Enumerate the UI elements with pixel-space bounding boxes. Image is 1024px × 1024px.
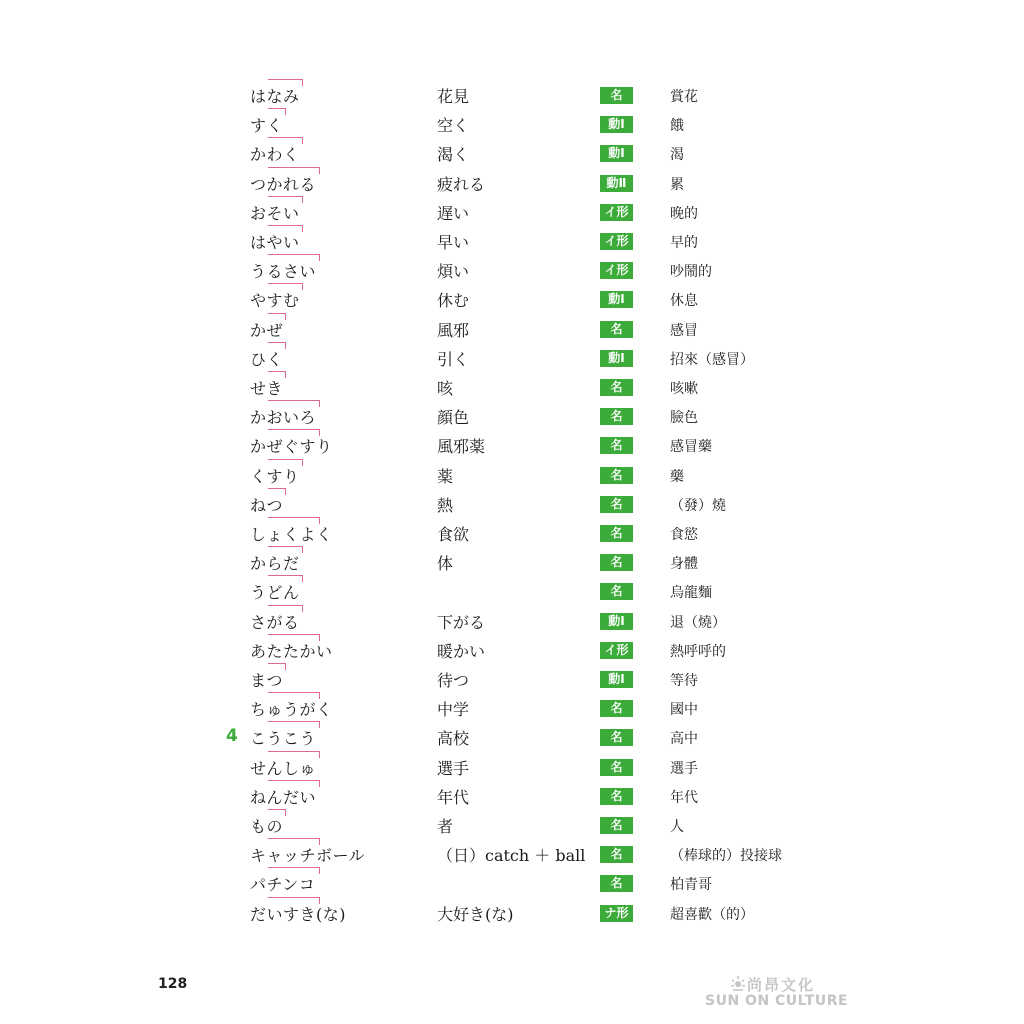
vocab-kana: はなみ — [250, 87, 300, 106]
vocab-row — [0, 783, 1024, 812]
vocab-meaning: 選手 — [670, 760, 698, 777]
vocab-kana: うどん — [250, 583, 300, 603]
vocab-row — [0, 608, 1024, 637]
vocab-kana: さがる — [250, 612, 300, 632]
vocab-kana: やすむ — [250, 291, 300, 311]
vocab-meaning: 感冒藥 — [670, 439, 712, 456]
vocab-kanji: 早い — [437, 233, 470, 252]
vocab-kanji: 中学 — [437, 700, 470, 720]
vocab-kanji: 咳 — [437, 379, 454, 398]
publisher-name-en: SUN ON CULTURE — [705, 993, 849, 1009]
vocab-row — [0, 900, 1024, 929]
part-of-speech-badge: 名 — [600, 408, 633, 425]
vocab-kanji: 煩い — [437, 262, 470, 282]
vocab-row — [0, 286, 1024, 315]
vocab-row — [0, 111, 1024, 140]
vocab-row — [0, 228, 1024, 257]
vocab-kanji: 空く — [437, 116, 470, 136]
vocab-kana: ねつ — [250, 495, 284, 515]
vocab-row — [0, 345, 1024, 374]
vocab-row — [0, 316, 1024, 345]
vocab-meaning: 餓 — [670, 118, 684, 135]
part-of-speech-badge: 名 — [600, 467, 633, 484]
part-of-speech-badge: 名 — [600, 554, 633, 571]
vocab-kanji: 休む — [437, 291, 470, 311]
vocab-meaning: 藥 — [670, 468, 684, 485]
vocab-meaning: 熱呼呼的 — [670, 643, 726, 660]
vocab-kana: かぜ — [250, 320, 284, 340]
vocab-kana: はやい — [250, 233, 300, 252]
vocab-row — [0, 695, 1024, 724]
vocab-meaning: 累 — [670, 176, 684, 193]
vocab-kana: だいすき(な) — [250, 904, 346, 924]
vocab-meaning: 晚的 — [670, 205, 698, 222]
part-of-speech-badge: 動Ⅰ — [600, 145, 633, 162]
vocab-meaning: 食慾 — [670, 527, 698, 543]
vocab-kana: かぜぐすり — [250, 437, 333, 457]
vocab-meaning: 等待 — [670, 673, 698, 689]
part-of-speech-badge: イ形 — [600, 233, 633, 250]
vocab-kana: せき — [250, 379, 284, 398]
vocab-meaning: 吵鬧的 — [670, 264, 712, 281]
vocab-row — [0, 257, 1024, 286]
vocab-row — [0, 870, 1024, 899]
vocab-meaning: （發）燒 — [670, 497, 726, 514]
vocab-kana: うるさい — [250, 262, 317, 282]
vocab-kanji: 風邪薬 — [437, 437, 486, 457]
vocab-kana: しょくよく — [250, 525, 333, 544]
vocab-kana: おそい — [250, 203, 300, 223]
vocab-meaning: 退（燒） — [670, 614, 726, 631]
vocab-kana: くすり — [250, 466, 300, 486]
vocab-row — [0, 462, 1024, 491]
vocab-row — [0, 403, 1024, 432]
vocab-meaning: 渴 — [670, 147, 684, 164]
part-of-speech-badge: 名 — [600, 875, 633, 892]
vocab-kana: もの — [250, 817, 284, 836]
part-of-speech-badge: 動Ⅱ — [600, 175, 633, 192]
vocab-kana: ちゅうがく — [250, 700, 333, 720]
publisher-name-cn: 尚昂文化 — [747, 976, 816, 994]
vocab-kana: かおいろ — [250, 408, 317, 428]
part-of-speech-badge: 名 — [600, 87, 633, 104]
part-of-speech-badge: イ形 — [600, 262, 633, 279]
vocab-meaning: 休息 — [670, 293, 698, 310]
part-of-speech-badge: 名 — [600, 379, 633, 396]
vocab-row — [0, 374, 1024, 403]
part-of-speech-badge: 名 — [600, 525, 633, 542]
vocab-kanji: 食欲 — [437, 525, 470, 544]
vocab-meaning: 咳嗽 — [670, 381, 698, 397]
vocab-kanji: 暖かい — [437, 641, 486, 661]
part-of-speech-badge: 名 — [600, 817, 633, 834]
vocab-meaning: 高中 — [670, 731, 698, 748]
part-of-speech-badge: 名 — [600, 846, 633, 863]
part-of-speech-badge: 名 — [600, 788, 633, 805]
part-of-speech-badge: 名 — [600, 437, 633, 454]
vocab-meaning: 早的 — [670, 235, 698, 251]
vocab-meaning: 烏龍麵 — [670, 585, 712, 602]
vocab-kanji: 熱 — [437, 495, 454, 515]
vocab-kana: せんしゅ — [250, 758, 317, 778]
page-number: 128 — [158, 976, 188, 992]
vocab-kana: かわく — [250, 145, 300, 165]
vocab-kanji: 顔色 — [437, 408, 470, 428]
vocab-row — [0, 754, 1024, 783]
vocab-kanji: （日）catch ＋ ball — [437, 846, 586, 866]
vocab-kanji: 風邪 — [437, 320, 470, 340]
vocab-kanji: 遅い — [437, 203, 470, 223]
vocab-kana: まつ — [250, 671, 284, 690]
part-of-speech-badge: 名 — [600, 700, 633, 717]
lesson-marker: 4 — [226, 726, 238, 746]
part-of-speech-badge: 名 — [600, 321, 633, 338]
vocab-meaning: 感冒 — [670, 322, 698, 339]
vocab-meaning: 柏青哥 — [670, 877, 712, 894]
vocab-row — [0, 170, 1024, 199]
vocab-meaning: （棒球的）投接球 — [670, 848, 782, 865]
part-of-speech-badge: 名 — [600, 759, 633, 776]
vocab-kanji: 渴く — [437, 145, 470, 165]
vocab-meaning: 招來（感冒） — [670, 351, 754, 368]
vocab-row — [0, 666, 1024, 695]
publisher-logo — [705, 974, 875, 1014]
vocab-row — [0, 637, 1024, 666]
vocab-kana: からだ — [250, 554, 300, 574]
vocab-kanji: 者 — [437, 817, 454, 836]
vocab-kanji: 引く — [437, 349, 470, 369]
vocab-row — [0, 82, 1024, 111]
vocab-meaning: 人 — [670, 819, 684, 835]
vocab-meaning: 超喜歡（的） — [670, 906, 754, 923]
part-of-speech-badge: 名 — [600, 583, 633, 600]
vocab-kanji: 待つ — [437, 671, 470, 690]
vocab-kana: つかれる — [250, 174, 317, 194]
vocab-kanji: 下がる — [437, 612, 486, 632]
vocab-row — [0, 520, 1024, 549]
vocab-kana: キャッチボール — [250, 846, 366, 866]
vocab-row — [0, 432, 1024, 461]
vocab-kanji: 高校 — [437, 729, 470, 749]
vocab-kanji: 選手 — [437, 758, 470, 778]
vocab-row — [0, 491, 1024, 520]
vocab-meaning: 國中 — [670, 702, 698, 719]
vocab-row — [0, 578, 1024, 607]
vocab-kanji: 花見 — [437, 87, 470, 106]
vocab-kana: パチンコ — [250, 875, 316, 895]
vocab-kanji: 大好き(な) — [437, 904, 514, 924]
vocab-row — [0, 140, 1024, 169]
part-of-speech-badge: 動Ⅰ — [600, 613, 633, 630]
vocab-kana: すく — [250, 116, 284, 136]
part-of-speech-badge: ナ形 — [600, 905, 633, 922]
vocab-kana: ねんだい — [250, 787, 317, 807]
part-of-speech-badge: イ形 — [600, 204, 633, 221]
vocab-kanji: 薬 — [437, 466, 454, 486]
part-of-speech-badge: 動Ⅰ — [600, 671, 633, 688]
vocab-row — [0, 841, 1024, 870]
vocab-kana: こうこう — [250, 729, 317, 749]
part-of-speech-badge: イ形 — [600, 642, 633, 659]
vocab-row — [0, 812, 1024, 841]
vocab-kanji: 疲れる — [437, 174, 486, 194]
vocab-kanji: 年代 — [437, 787, 470, 807]
vocab-kana: あたたかい — [250, 641, 333, 661]
part-of-speech-badge: 名 — [600, 729, 633, 746]
vocab-row — [0, 549, 1024, 578]
vocab-kana: ひく — [250, 349, 284, 369]
part-of-speech-badge: 名 — [600, 496, 633, 513]
vocab-meaning: 臉色 — [670, 410, 698, 427]
vocab-meaning: 身體 — [670, 556, 698, 573]
vocab-kanji: 体 — [437, 554, 454, 574]
vocab-row — [0, 199, 1024, 228]
vocab-meaning: 賞花 — [670, 89, 698, 105]
vocab-meaning: 年代 — [670, 789, 698, 806]
sun-logo-icon — [730, 975, 746, 991]
vocab-row — [0, 724, 1024, 753]
part-of-speech-badge: 動Ⅰ — [600, 116, 633, 133]
part-of-speech-badge: 動Ⅰ — [600, 291, 633, 308]
part-of-speech-badge: 動Ⅰ — [600, 350, 633, 367]
